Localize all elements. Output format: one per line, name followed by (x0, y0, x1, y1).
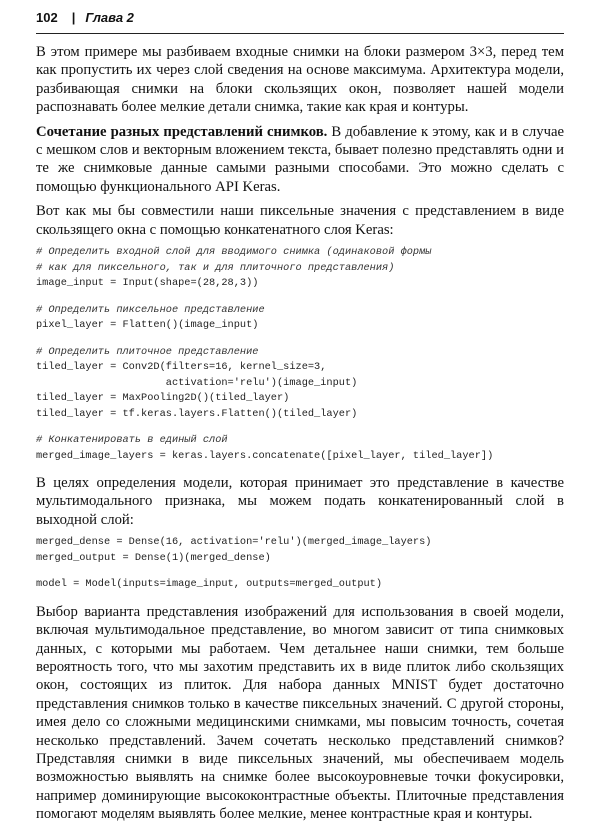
page-header (36, 10, 564, 25)
paragraph-2-text: В добавление к этому, как и в случае с мешком слов и векторным вложением текста, бывает полезно представлять одни и те же снимковые данные самыми разными способами. Это можно сделать с помощью функционального API Keras. (36, 123, 564, 195)
code-line: # Определить входной слой для вводимого снимка (одинаковой формы (36, 246, 432, 259)
paragraph-2-lead: Сочетание разных представлений снимков. (36, 123, 328, 140)
chapter-title: Глава 2 (85, 10, 134, 25)
code-block-2 (36, 535, 564, 593)
code-line: # как для пиксельного, так и для плиточного представления) (36, 261, 395, 274)
code-block-1 (36, 245, 564, 464)
page-number: 102 (36, 10, 58, 25)
code-line: model = Model(inputs=image_input, outputs=merged_output) (36, 578, 383, 591)
code-line: merged_dense = Dense(16, activation='relu')(merged_image_layers) (36, 536, 432, 549)
code-line: tiled_layer = MaxPooling2D()(tiled_layer) (36, 392, 290, 405)
code-line: tiled_layer = tf.keras.layers.Flatten()(tiled_layer) (36, 407, 358, 420)
code-gap (36, 334, 564, 345)
code-line: merged_output = Dense(1)(merged_dense) (36, 551, 271, 564)
page-body (36, 43, 564, 830)
code-line: tiled_layer = Conv2D(filters=16, kernel_size=3, (36, 361, 327, 374)
paragraph-2 (36, 123, 564, 197)
code-gap (36, 292, 564, 303)
code-line: # Определить плиточное представление (36, 345, 259, 358)
paragraph-5: Выбор варианта представления изображений для использования в своей модели, включая мультимодальное представление, во многом зависит от типа снимковых данных, с которыми мы работаем. Чем детальнее наши снимки, тем больше вероятность того, что мы захотим представить их в виде плиток либо скользящих окон, состоящих из плиток. Для набора данных MNIST будет достаточно представления снимков только в качестве пиксельных значений. С другой стороны, имея дело со сложными медицинскими снимками, мы повысим точность, сочетая несколько представлений. Зачем сочетать несколько представлений снимков? Представляя снимки в виде пиксельных значений, мы обеспечиваем модель возможностью выявлять на снимке более высокоуровневые точки фокусировки, например доминирующие высококонтрастные объекты. Плиточные представления помогают моделям выявлять более мелкие, менее контрастные края и контуры. (36, 603, 564, 823)
header-rule (36, 33, 564, 34)
paragraph-4: В целях определения модели, которая принимает это представление в качестве мультимодального признака, мы можем подать конкатенированный слой в выходной слой: (36, 475, 564, 528)
code-line: merged_image_layers = keras.layers.concatenate([pixel_layer, tiled_layer]) (36, 449, 494, 462)
code-line: pixel_layer = Flatten()(image_input) (36, 319, 259, 332)
paragraph-3: Вот как мы бы совместили наши пиксельные значения с представлением в виде скользящего окна с помощью конкатенатного слоя Keras: (36, 203, 564, 238)
code-line: activation='relu')(image_input) (36, 376, 358, 389)
paragraph-1: В этом примере мы разбиваем входные снимки на блоки размером 3×3, перед тем как пропустить их через слой сведения на основе максимума. Архитектура модели, разбивающая снимки на блоки скользящих окон, позволяет нашей модели распознавать более мелкие детали снимка, такие как края и контуры. (36, 44, 564, 116)
code-gap (36, 422, 564, 433)
code-line: # Определить пиксельное представление (36, 303, 265, 316)
code-line: image_input = Input(shape=(28,28,3)) (36, 277, 259, 290)
code-gap (36, 566, 564, 577)
code-line: # Конкатенировать в единый слой (36, 434, 228, 447)
header-separator: | (71, 10, 76, 25)
